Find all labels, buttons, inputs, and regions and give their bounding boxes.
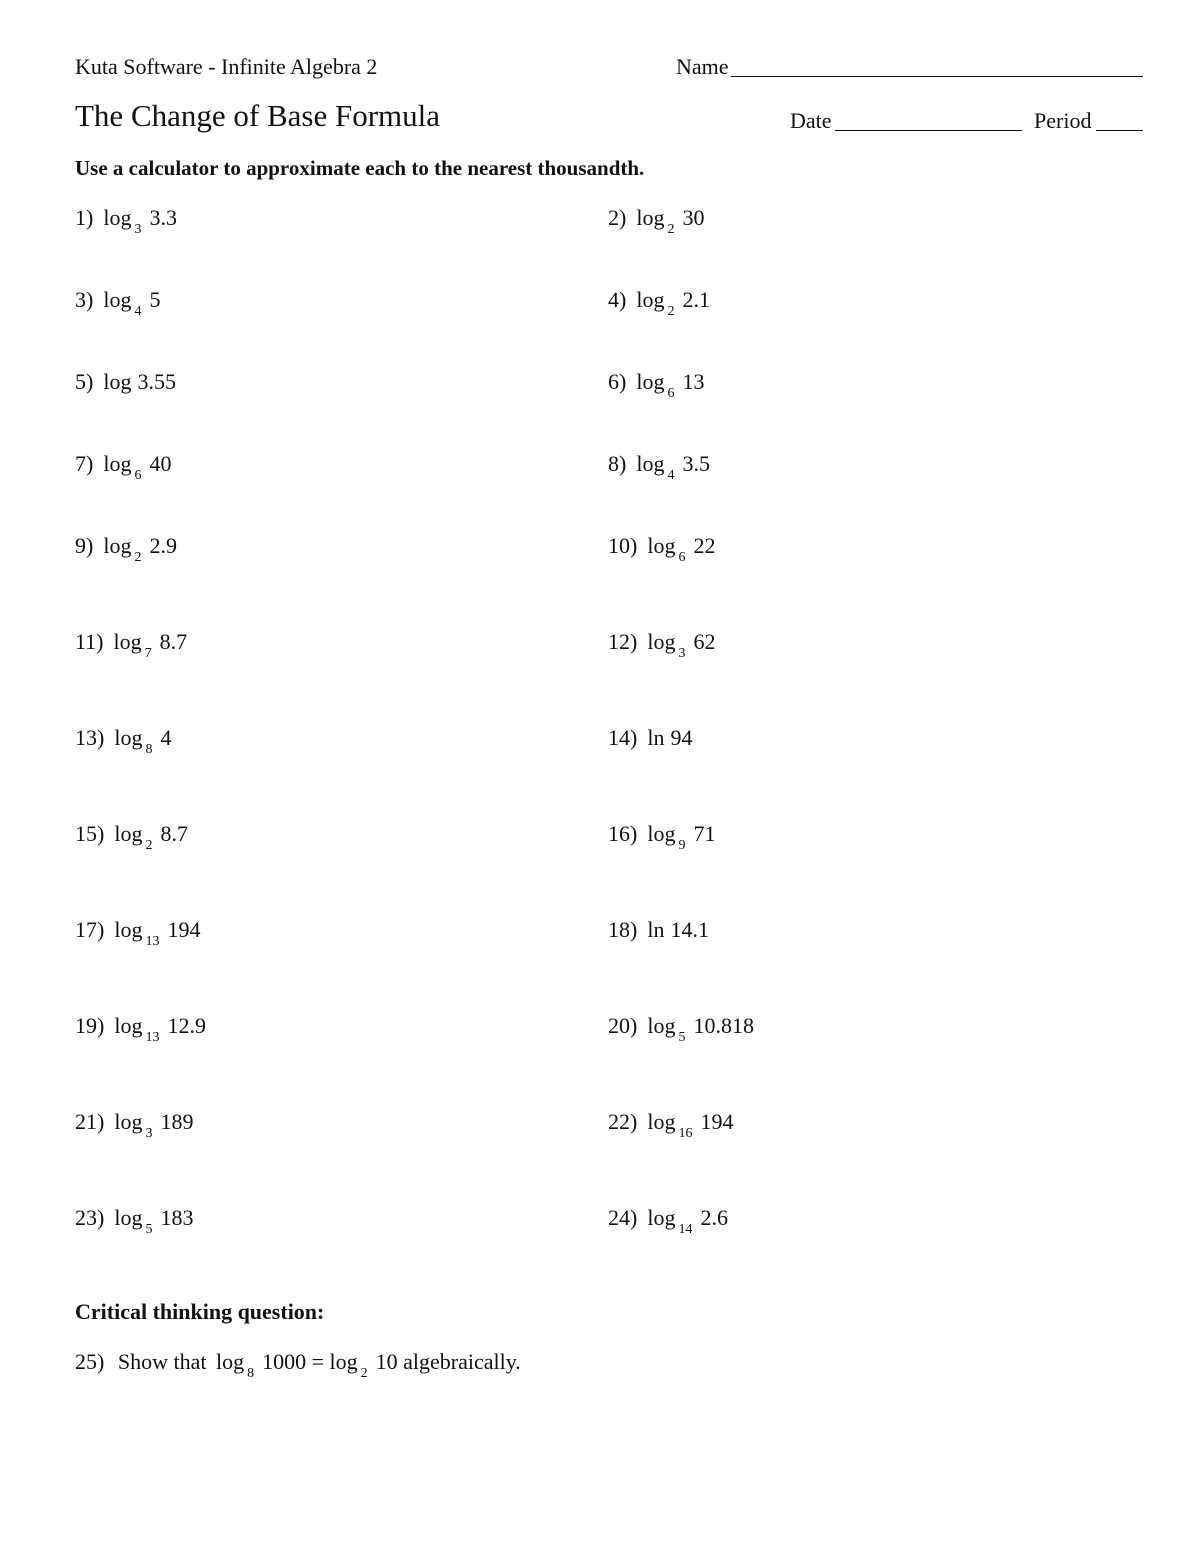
problem-item	[75, 1109, 194, 1141]
log-base: 9	[678, 838, 686, 853]
problem-item	[75, 451, 172, 483]
log-base: 13	[145, 1030, 160, 1045]
problem-number: 19)	[75, 1013, 105, 1038]
date-label: Date	[790, 108, 832, 133]
log-function: log	[114, 1013, 143, 1038]
problem-number: 16)	[608, 821, 638, 846]
log-argument: 1000 =	[262, 1349, 324, 1374]
period-field-line[interactable]	[1096, 130, 1143, 131]
log-argument: 40	[149, 451, 172, 476]
problem-item	[75, 369, 176, 395]
problem-number: 24)	[608, 1205, 638, 1230]
log-argument: 194	[167, 917, 201, 942]
problem-number: 18)	[608, 917, 638, 942]
log-argument: 12.9	[167, 1013, 206, 1038]
problem-number: 9)	[75, 533, 94, 558]
log-base: 6	[678, 550, 686, 565]
problem-item	[75, 287, 161, 319]
log-base: 2	[134, 550, 142, 565]
problem-number: 8)	[608, 451, 627, 476]
problem-item	[75, 533, 177, 565]
problem-number: 6)	[608, 369, 627, 394]
log-function: log	[103, 287, 132, 312]
problem-number: 23)	[75, 1205, 105, 1230]
log-argument: 62	[693, 629, 716, 654]
problem-number: 17)	[75, 917, 105, 942]
log-base: 6	[134, 468, 142, 483]
log-function: log	[114, 1109, 143, 1134]
critical-thinking-heading: Critical thinking question:	[75, 1299, 325, 1324]
problem-number: 4)	[608, 287, 627, 312]
problem-number: 3)	[75, 287, 94, 312]
problem-item	[608, 533, 716, 565]
log-argument: 10.818	[693, 1013, 754, 1038]
date-field-line[interactable]	[835, 130, 1022, 131]
log-function: log	[103, 369, 132, 394]
log-function: log	[647, 821, 676, 846]
problem-item	[608, 1013, 754, 1045]
question-suffix: 10 algebraically.	[375, 1349, 521, 1374]
log-base: 8	[145, 742, 153, 757]
problem-item	[608, 1205, 728, 1237]
problem-item	[75, 1205, 194, 1237]
log-function: log	[647, 533, 676, 558]
problem-number: 12)	[608, 629, 638, 654]
log-argument: 8.7	[159, 629, 188, 654]
problem-item	[75, 821, 188, 853]
log-argument: 2.1	[682, 287, 710, 312]
log-base: 4	[134, 304, 142, 319]
page-title: The Change of Base Formula	[75, 98, 441, 133]
critical-thinking-question	[75, 1349, 521, 1381]
log-base: 2	[667, 222, 675, 237]
problem-number: 10)	[608, 533, 638, 558]
log-argument: 94	[670, 725, 693, 750]
log-function: log	[647, 1205, 676, 1230]
log-base: 7	[144, 646, 152, 661]
log-base: 8	[247, 1366, 255, 1381]
log-argument: 8.7	[160, 821, 188, 846]
log-argument: 2.9	[149, 533, 177, 558]
problem-number: 14)	[608, 725, 638, 750]
log-argument: 3.55	[137, 369, 176, 394]
log-argument: 3.3	[149, 205, 177, 230]
log-base: 16	[678, 1126, 693, 1141]
problem-item	[608, 369, 705, 401]
log-argument: 189	[160, 1109, 194, 1134]
problem-number: 20)	[608, 1013, 638, 1038]
publisher-label: Kuta Software - Infinite Algebra 2	[75, 54, 378, 79]
log-base: 2	[667, 304, 675, 319]
log-function: log	[636, 369, 665, 394]
problem-number: 21)	[75, 1109, 105, 1134]
instructions: Use a calculator to approximate each to the nearest thousandth.	[75, 156, 645, 180]
log-base: 5	[145, 1222, 153, 1237]
problem-item	[608, 917, 709, 943]
log-function: ln	[647, 917, 665, 942]
problem-item	[75, 1013, 206, 1045]
log-argument: 14.1	[670, 917, 709, 942]
log-function: log	[329, 1349, 358, 1374]
problem-item	[75, 629, 188, 661]
problem-number: 11)	[75, 629, 104, 654]
log-base: 5	[678, 1030, 686, 1045]
log-function: log	[114, 725, 143, 750]
log-function: log	[103, 533, 132, 558]
problem-item	[608, 821, 716, 853]
log-function: log	[103, 205, 132, 230]
log-function: log	[636, 451, 665, 476]
log-argument: 13	[682, 369, 705, 394]
log-function: log	[647, 1013, 676, 1038]
log-base: 6	[667, 386, 675, 401]
log-base: 3	[134, 222, 142, 237]
log-argument: 194	[700, 1109, 734, 1134]
log-base: 3	[145, 1126, 153, 1141]
log-function: ln	[647, 725, 665, 750]
problem-item	[608, 287, 710, 319]
problem-number: 5)	[75, 369, 94, 394]
log-function: log	[215, 1349, 245, 1374]
problem-number: 1)	[75, 205, 94, 230]
log-function: log	[636, 287, 665, 312]
log-argument: 5	[149, 287, 161, 312]
problem-item	[75, 917, 201, 949]
log-function: log	[113, 629, 142, 654]
problem-item	[608, 205, 705, 237]
log-argument: 30	[682, 205, 705, 230]
log-function: log	[114, 1205, 143, 1230]
problem-number: 13)	[75, 725, 105, 750]
period-label: Period	[1034, 108, 1092, 133]
log-function: log	[647, 1109, 676, 1134]
problem-number: 7)	[75, 451, 94, 476]
problem-item	[75, 205, 177, 237]
question-prefix: Show that	[117, 1349, 207, 1374]
log-base: 2	[360, 1366, 368, 1381]
problem-number: 2)	[608, 205, 627, 230]
question-number: 25)	[75, 1349, 105, 1374]
problem-item	[75, 725, 172, 757]
log-base: 4	[667, 468, 675, 483]
log-argument: 183	[160, 1205, 194, 1230]
problem-number: 15)	[75, 821, 105, 846]
log-function: log	[114, 917, 143, 942]
log-function: log	[636, 205, 665, 230]
problem-item	[608, 725, 692, 751]
log-function: log	[103, 451, 132, 476]
log-base: 2	[145, 838, 153, 853]
log-argument: 3.5	[682, 451, 710, 476]
log-argument: 71	[693, 821, 716, 846]
log-base: 3	[678, 646, 686, 661]
problem-item	[608, 629, 716, 661]
problem-number: 22)	[608, 1109, 638, 1134]
log-argument: 4	[160, 725, 172, 750]
problem-item	[608, 1109, 734, 1141]
log-argument: 2.6	[700, 1205, 728, 1230]
log-argument: 22	[693, 533, 716, 558]
problem-item	[608, 451, 710, 483]
name-label: Name	[676, 54, 729, 79]
log-function: log	[114, 821, 143, 846]
log-base: 14	[678, 1222, 693, 1237]
name-field-line[interactable]	[731, 76, 1143, 77]
log-function: log	[647, 629, 676, 654]
log-base: 13	[145, 934, 160, 949]
